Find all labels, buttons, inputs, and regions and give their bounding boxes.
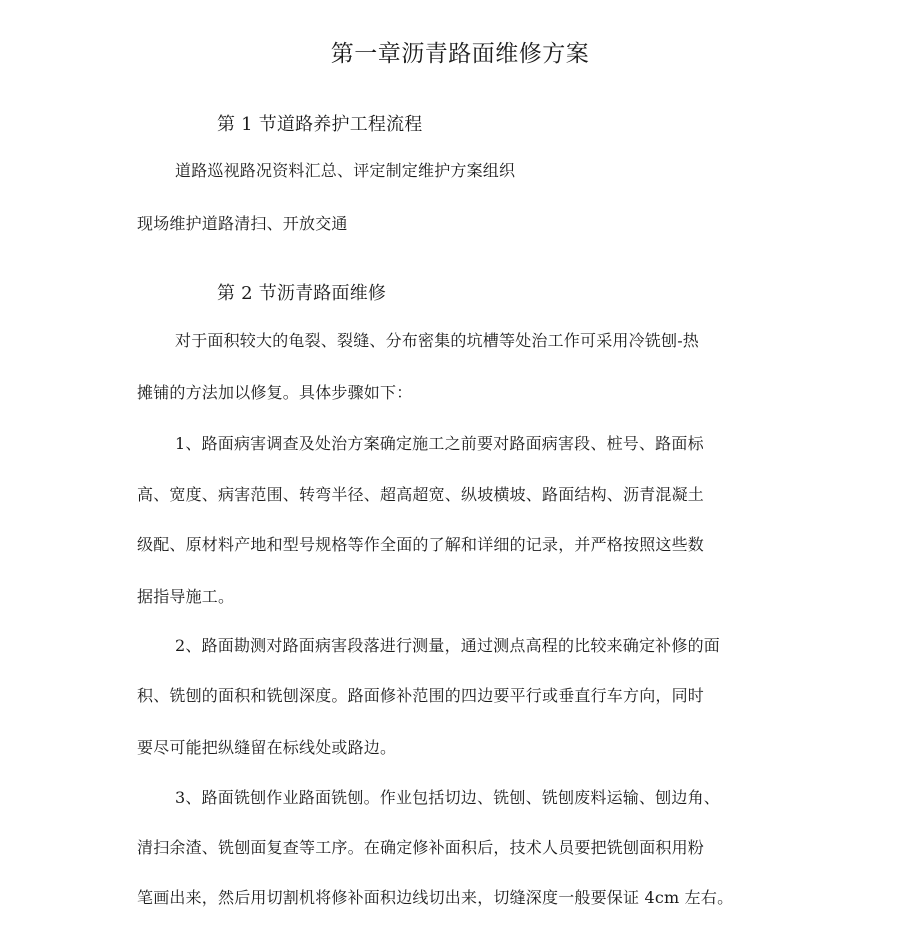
paragraph-line: 要尽可能把纵缝留在标线处或路边。 bbox=[137, 738, 397, 757]
section-2-heading: 第 2 节沥青路面维修 bbox=[217, 283, 387, 304]
paragraph-line: 笔画出来，然后用切割机将修补面积边线切出来，切缝深度一般要保证 4cm 左右。 bbox=[137, 888, 734, 907]
section-1-heading: 第 1 节道路养护工程流程 bbox=[217, 114, 423, 135]
paragraph-line: 据指导施工。 bbox=[137, 587, 235, 606]
paragraph-line: 摊铺的方法加以修复。具体步骤如下： bbox=[137, 383, 413, 402]
paragraph-line: 3、路面铣刨作业路面铣刨。作业包括切边、铣刨、铣刨废料运输、刨边角、 bbox=[175, 788, 720, 807]
paragraph-line: 高、宽度、病害范围、转弯半径、超高超宽、纵坡横坡、路面结构、沥青混凝土 bbox=[137, 485, 705, 504]
paragraph-line: 对于面积较大的龟裂、裂缝、分布密集的坑槽等处治工作可采用冷铣刨-热 bbox=[175, 331, 700, 350]
paragraph-line: 2、路面勘测对路面病害段落进行测量，通过测点高程的比较来确定补修的面 bbox=[175, 636, 720, 655]
paragraph-line: 1、路面病害调查及处治方案确定施工之前要对路面病害段、桩号、路面标 bbox=[175, 434, 704, 453]
paragraph-line: 积、铣刨的面积和铣刨深度。路面修补范围的四边要平行或垂直行车方向，同时 bbox=[137, 686, 705, 705]
paragraph-line: 级配、原材料产地和型号规格等作全面的了解和详细的记录，并严格按照这些数 bbox=[137, 535, 705, 554]
paragraph-line: 清扫余渣、铣刨面复查等工序。在确定修补面积后，技术人员要把铣刨面积用粉 bbox=[137, 838, 705, 857]
paragraph-line: 现场维护道路清扫、开放交通 bbox=[137, 214, 348, 233]
chapter-title: 第一章沥青路面维修方案 bbox=[330, 41, 590, 67]
paragraph-line: 道路巡视路况资料汇总、评定制定维护方案组织 bbox=[175, 161, 516, 180]
